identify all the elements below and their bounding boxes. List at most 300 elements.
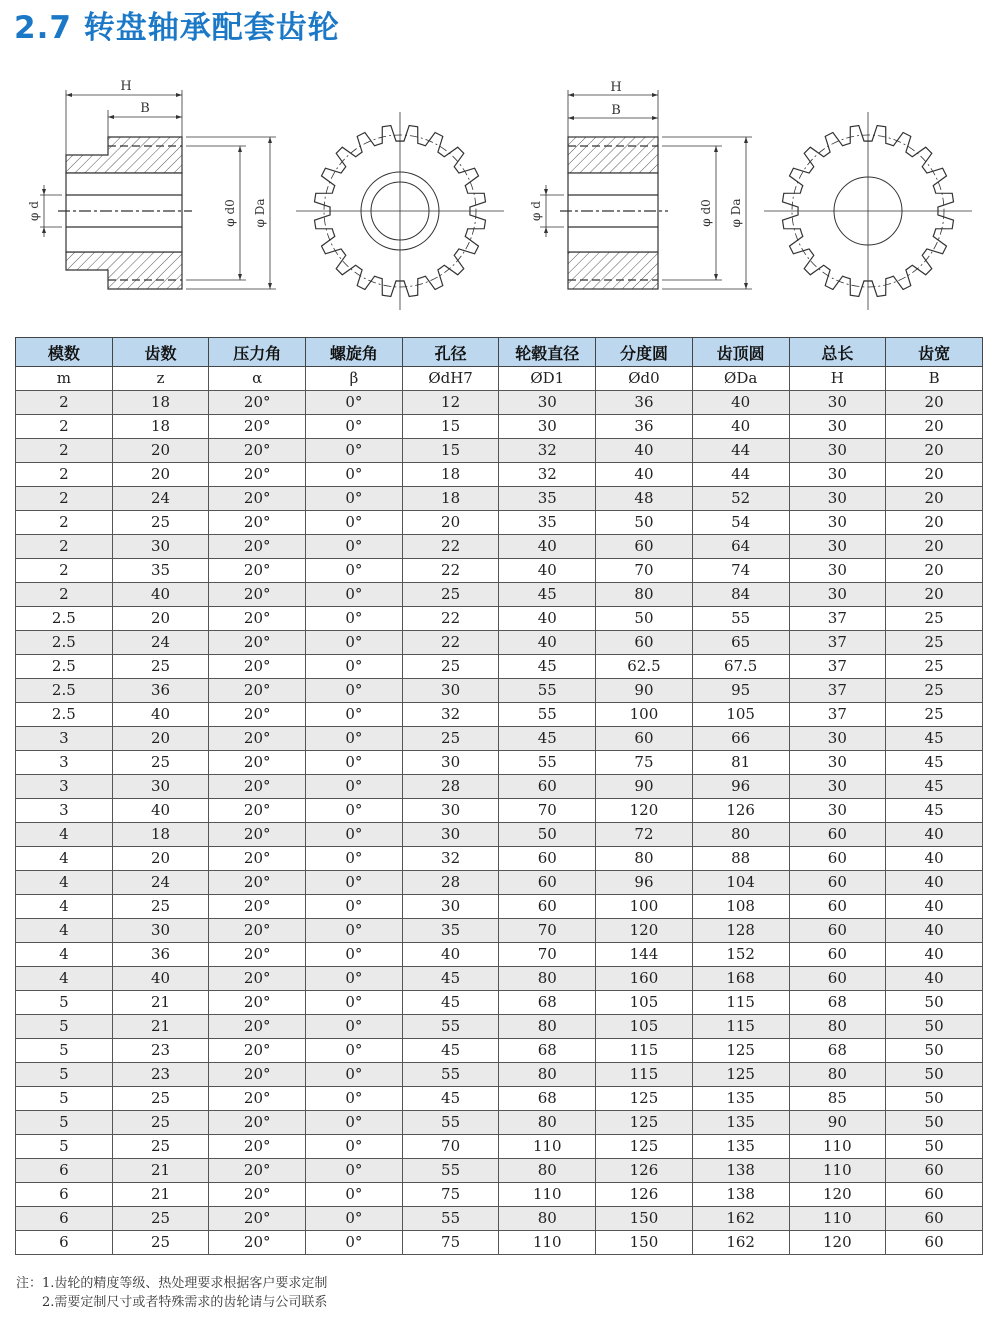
table-cell: 20°: [209, 823, 306, 847]
table-cell: 23: [112, 1063, 209, 1087]
table-cell: 40: [499, 535, 596, 559]
table-row: [16, 607, 983, 631]
table-cell: 20°: [209, 919, 306, 943]
table-cell: 20: [886, 511, 983, 535]
table-cell: 80: [596, 847, 693, 871]
table-cell: 25: [112, 511, 209, 535]
table-cell: 0°: [306, 391, 403, 415]
table-cell: 5: [16, 1063, 113, 1087]
table-cell: 125: [692, 1063, 789, 1087]
table-cell: 0°: [306, 1159, 403, 1183]
table-cell: 55: [499, 751, 596, 775]
table-cell: 25: [112, 1231, 209, 1255]
table-cell: 0°: [306, 679, 403, 703]
table-row: [16, 487, 983, 511]
table-cell: 22: [402, 535, 499, 559]
table-cell: 70: [402, 1135, 499, 1159]
table-cell: 0°: [306, 703, 403, 727]
table-cell: 18: [402, 463, 499, 487]
table-cell: 110: [789, 1159, 886, 1183]
table-cell: 37: [789, 607, 886, 631]
table-body: [16, 367, 983, 1255]
table-cell: 125: [596, 1135, 693, 1159]
table-cell: 108: [692, 895, 789, 919]
table-cell: 18: [402, 487, 499, 511]
table-cell: 0°: [306, 1111, 403, 1135]
table-cell: 0°: [306, 559, 403, 583]
table-cell: 64: [692, 535, 789, 559]
table-cell: 110: [499, 1231, 596, 1255]
table-cell: 20°: [209, 655, 306, 679]
table-cell: 0°: [306, 1015, 403, 1039]
symbol-row: [16, 367, 983, 391]
table-cell: 44: [692, 439, 789, 463]
table-cell: 0°: [306, 775, 403, 799]
column-header: 轮毂直径: [499, 338, 596, 367]
dim-label-d: φ d: [27, 201, 41, 221]
table-cell: 35: [499, 487, 596, 511]
table-cell: 20°: [209, 487, 306, 511]
table-cell: 80: [789, 1015, 886, 1039]
table-cell: 20: [886, 415, 983, 439]
table-cell: 5: [16, 1087, 113, 1111]
table-cell: 40: [112, 703, 209, 727]
table-cell: 44: [692, 463, 789, 487]
table-cell: 20°: [209, 559, 306, 583]
table-cell: 144: [596, 943, 693, 967]
table-cell: 125: [596, 1087, 693, 1111]
table-cell: 55: [402, 1015, 499, 1039]
table-cell: 0°: [306, 1039, 403, 1063]
table-cell: 52: [692, 487, 789, 511]
table-cell: 36: [596, 391, 693, 415]
table-cell: 150: [596, 1207, 693, 1231]
table-cell: 30: [789, 559, 886, 583]
table-cell: 30: [112, 919, 209, 943]
table-cell: 25: [886, 679, 983, 703]
table-cell: 2.5: [16, 655, 113, 679]
table-cell: 50: [886, 1111, 983, 1135]
table-cell: 0°: [306, 655, 403, 679]
table-cell: 40: [692, 415, 789, 439]
table-cell: 30: [789, 415, 886, 439]
table-cell: 162: [692, 1207, 789, 1231]
table-cell: 45: [402, 1039, 499, 1063]
table-cell: 68: [499, 991, 596, 1015]
table-cell: 90: [789, 1111, 886, 1135]
column-header: 螺旋角: [306, 338, 403, 367]
table-cell: 18: [112, 415, 209, 439]
table-cell: 65: [692, 631, 789, 655]
table-cell: 30: [789, 487, 886, 511]
table-cell: 80: [499, 967, 596, 991]
table-cell: 40: [112, 967, 209, 991]
table-cell: 25: [112, 895, 209, 919]
table-cell: 90: [596, 775, 693, 799]
table-cell: 60: [596, 535, 693, 559]
table-cell: 21: [112, 1015, 209, 1039]
table-cell: 60: [499, 847, 596, 871]
column-header: 齿顶圆: [692, 338, 789, 367]
table-cell: 0°: [306, 1063, 403, 1087]
table-cell: 115: [692, 991, 789, 1015]
table-cell: 70: [499, 919, 596, 943]
table-cell: 20: [112, 607, 209, 631]
table-cell: 110: [789, 1135, 886, 1159]
table-cell: 40: [886, 871, 983, 895]
table-cell: 105: [692, 703, 789, 727]
table-cell: 5: [16, 1015, 113, 1039]
table-cell: 22: [402, 559, 499, 583]
table-cell: 88: [692, 847, 789, 871]
table-cell: 120: [596, 799, 693, 823]
table-cell: 20: [886, 559, 983, 583]
table-cell: 30: [789, 799, 886, 823]
table-cell: 20°: [209, 439, 306, 463]
table-cell: 20°: [209, 895, 306, 919]
table-cell: 2.5: [16, 607, 113, 631]
table-cell: 25: [402, 655, 499, 679]
table-cell: 30: [402, 799, 499, 823]
page-title: 2.7 转盘轴承配套齿轮: [14, 10, 340, 46]
table-cell: 60: [886, 1207, 983, 1231]
table-row: [16, 655, 983, 679]
table-cell: 67.5: [692, 655, 789, 679]
table-cell: 18: [112, 823, 209, 847]
table-cell: 20°: [209, 415, 306, 439]
table-cell: 45: [402, 967, 499, 991]
table-cell: 60: [886, 1159, 983, 1183]
table-cell: 20°: [209, 535, 306, 559]
table-cell: 4: [16, 847, 113, 871]
table-cell: 25: [886, 703, 983, 727]
table-cell: 20°: [209, 991, 306, 1015]
table-cell: 115: [596, 1039, 693, 1063]
table-cell: 0°: [306, 607, 403, 631]
table-cell: 30: [789, 391, 886, 415]
table-cell: 128: [692, 919, 789, 943]
table-cell: 23: [112, 1039, 209, 1063]
table-cell: 25: [402, 583, 499, 607]
table-cell: 60: [886, 1231, 983, 1255]
table-cell: 18: [112, 391, 209, 415]
table-cell: 40: [886, 967, 983, 991]
table-cell: 20°: [209, 1063, 306, 1087]
table-cell: 135: [692, 1111, 789, 1135]
table-cell: 30: [402, 823, 499, 847]
table-cell: 68: [499, 1087, 596, 1111]
table-row: [16, 895, 983, 919]
table-cell: 2.5: [16, 703, 113, 727]
table-cell: 110: [499, 1183, 596, 1207]
table-cell: 50: [886, 991, 983, 1015]
table-cell: 6: [16, 1159, 113, 1183]
table-cell: 4: [16, 967, 113, 991]
table-cell: 6: [16, 1231, 113, 1255]
table-cell: 25: [886, 631, 983, 655]
table-row: [16, 991, 983, 1015]
table-cell: 25: [112, 1087, 209, 1111]
table-cell: 66: [692, 727, 789, 751]
table-cell: 2: [16, 463, 113, 487]
table-cell: 0°: [306, 847, 403, 871]
table-cell: 37: [789, 631, 886, 655]
table-cell: 40: [499, 559, 596, 583]
table-cell: 20°: [209, 775, 306, 799]
table-cell: 45: [886, 775, 983, 799]
table-cell: 32: [499, 463, 596, 487]
table-cell: 4: [16, 871, 113, 895]
table-cell: 36: [596, 415, 693, 439]
table-cell: 35: [402, 919, 499, 943]
table-cell: 0°: [306, 967, 403, 991]
table-cell: 20°: [209, 463, 306, 487]
table-cell: 24: [112, 487, 209, 511]
table-cell: 20: [886, 391, 983, 415]
table-cell: 3: [16, 799, 113, 823]
table-cell: 30: [789, 439, 886, 463]
table-cell: 5: [16, 1135, 113, 1159]
table-cell: 90: [596, 679, 693, 703]
table-cell: 20: [886, 463, 983, 487]
table-cell: 20°: [209, 703, 306, 727]
table-row: [16, 727, 983, 751]
table-cell: 50: [886, 1039, 983, 1063]
table-cell: 20°: [209, 1111, 306, 1135]
table-cell: 75: [596, 751, 693, 775]
table-cell: 37: [789, 679, 886, 703]
table-cell: 105: [596, 1015, 693, 1039]
table-row: [16, 775, 983, 799]
table-row: [16, 559, 983, 583]
table-row: [16, 415, 983, 439]
table-cell: 45: [402, 1087, 499, 1111]
table-cell: 60: [499, 775, 596, 799]
table-cell: 25: [402, 727, 499, 751]
table-cell: 126: [596, 1159, 693, 1183]
table-cell: 2: [16, 559, 113, 583]
table-cell: 60: [596, 727, 693, 751]
table-row: [16, 871, 983, 895]
table-cell: 0°: [306, 511, 403, 535]
table-cell: 3: [16, 751, 113, 775]
table-cell: 85: [789, 1087, 886, 1111]
table-cell: 135: [692, 1087, 789, 1111]
table-row: [16, 679, 983, 703]
table-cell: 20: [112, 727, 209, 751]
table-cell: 50: [596, 607, 693, 631]
table-cell: 25: [112, 655, 209, 679]
table-cell: 126: [596, 1183, 693, 1207]
table-cell: 20: [886, 583, 983, 607]
table-cell: 40: [692, 391, 789, 415]
table-row: [16, 1063, 983, 1087]
table-cell: 100: [596, 895, 693, 919]
table-cell: 20°: [209, 1207, 306, 1231]
table-cell: 2: [16, 487, 113, 511]
table-cell: 20°: [209, 679, 306, 703]
table-row: [16, 391, 983, 415]
table-cell: 70: [499, 943, 596, 967]
table-cell: 4: [16, 823, 113, 847]
symbol-cell: α: [209, 367, 306, 391]
dim-label-Da: φ Da: [729, 198, 743, 228]
table-row: [16, 919, 983, 943]
table-row: [16, 799, 983, 823]
table-cell: 0°: [306, 631, 403, 655]
table-cell: 30: [789, 727, 886, 751]
table-cell: 60: [596, 631, 693, 655]
table-cell: 60: [789, 871, 886, 895]
table-cell: 32: [402, 703, 499, 727]
table-row: [16, 1159, 983, 1183]
table-cell: 50: [499, 823, 596, 847]
table-cell: 40: [886, 895, 983, 919]
table-cell: 0°: [306, 895, 403, 919]
table-cell: 0°: [306, 751, 403, 775]
table-row: [16, 1087, 983, 1111]
table-cell: 60: [789, 943, 886, 967]
table-cell: 30: [499, 415, 596, 439]
table-cell: 30: [789, 511, 886, 535]
table-cell: 0°: [306, 463, 403, 487]
table-cell: 74: [692, 559, 789, 583]
table-cell: 55: [402, 1111, 499, 1135]
table-cell: 0°: [306, 535, 403, 559]
table-cell: 60: [789, 895, 886, 919]
symbol-cell: β: [306, 367, 403, 391]
symbol-cell: z: [112, 367, 209, 391]
table-cell: 50: [886, 1087, 983, 1111]
table-cell: 20°: [209, 1039, 306, 1063]
table-cell: 30: [789, 751, 886, 775]
table-row: [16, 967, 983, 991]
gear-spec-table: [15, 337, 983, 1255]
table-cell: 60: [789, 919, 886, 943]
table-cell: 35: [112, 559, 209, 583]
table-cell: 84: [692, 583, 789, 607]
plain-gear-section-view: [540, 90, 752, 289]
table-cell: 40: [499, 607, 596, 631]
table-cell: 2: [16, 535, 113, 559]
table-cell: 68: [499, 1039, 596, 1063]
dim-label-H: H: [610, 80, 622, 95]
table-cell: 24: [112, 631, 209, 655]
table-cell: 21: [112, 1183, 209, 1207]
table-cell: 20: [112, 847, 209, 871]
table-cell: 40: [886, 919, 983, 943]
column-header: 孔径: [402, 338, 499, 367]
table-cell: 30: [402, 679, 499, 703]
table-cell: 60: [499, 871, 596, 895]
table-cell: 80: [499, 1159, 596, 1183]
table-cell: 0°: [306, 1087, 403, 1111]
table-cell: 20: [886, 439, 983, 463]
table-cell: 20°: [209, 607, 306, 631]
table-cell: 21: [112, 1159, 209, 1183]
table-cell: 81: [692, 751, 789, 775]
table-cell: 20°: [209, 583, 306, 607]
table-cell: 50: [886, 1015, 983, 1039]
table-cell: 25: [112, 1207, 209, 1231]
table-cell: 68: [789, 991, 886, 1015]
table-cell: 40: [112, 799, 209, 823]
table-row: [16, 1231, 983, 1255]
table-cell: 80: [499, 1063, 596, 1087]
table-cell: 28: [402, 775, 499, 799]
table-row: [16, 751, 983, 775]
table-cell: 135: [692, 1135, 789, 1159]
table-cell: 45: [886, 727, 983, 751]
table-cell: 5: [16, 1111, 113, 1135]
table-cell: 37: [789, 703, 886, 727]
table-cell: 20: [112, 463, 209, 487]
table-cell: 160: [596, 967, 693, 991]
table-cell: 48: [596, 487, 693, 511]
table-cell: 30: [789, 583, 886, 607]
table-row: [16, 703, 983, 727]
table-cell: 45: [499, 727, 596, 751]
table-cell: 95: [692, 679, 789, 703]
table-cell: 20°: [209, 847, 306, 871]
table-cell: 30: [112, 775, 209, 799]
table-row: [16, 511, 983, 535]
table-cell: 162: [692, 1231, 789, 1255]
table-header-row: [16, 338, 983, 367]
table-cell: 20°: [209, 1231, 306, 1255]
symbol-cell: ØDa: [692, 367, 789, 391]
notes-prefix: 注：: [16, 1276, 43, 1291]
dim-label-d0: φ d0: [223, 199, 237, 227]
table-cell: 20: [886, 535, 983, 559]
table-cell: 40: [886, 847, 983, 871]
table-cell: 0°: [306, 799, 403, 823]
table-cell: 20: [886, 487, 983, 511]
table-cell: 5: [16, 1039, 113, 1063]
table-cell: 20°: [209, 1159, 306, 1183]
table-cell: 125: [596, 1111, 693, 1135]
table-row: [16, 1111, 983, 1135]
table-cell: 30: [789, 535, 886, 559]
table-cell: 80: [596, 583, 693, 607]
table-cell: 152: [692, 943, 789, 967]
table-row: [16, 943, 983, 967]
table-cell: 0°: [306, 991, 403, 1015]
table-cell: 168: [692, 967, 789, 991]
table-cell: 55: [402, 1063, 499, 1087]
dim-label-H: H: [120, 79, 132, 94]
symbol-cell: m: [16, 367, 113, 391]
table-cell: 55: [402, 1159, 499, 1183]
table-cell: 40: [402, 943, 499, 967]
table-cell: 0°: [306, 1231, 403, 1255]
table-cell: 20°: [209, 1135, 306, 1159]
table-cell: 80: [789, 1063, 886, 1087]
table-cell: 72: [596, 823, 693, 847]
dim-label-d0: φ d0: [699, 199, 713, 227]
table-row: [16, 1015, 983, 1039]
table-cell: 80: [499, 1207, 596, 1231]
table-cell: 22: [402, 607, 499, 631]
table-cell: 104: [692, 871, 789, 895]
table-cell: 2: [16, 415, 113, 439]
note-line-2: 2.需要定制尺寸或者特殊需求的齿轮请与公司联系: [42, 1295, 328, 1310]
table-cell: 30: [789, 463, 886, 487]
table-cell: 0°: [306, 1207, 403, 1231]
table-row: [16, 535, 983, 559]
table-cell: 25: [112, 1135, 209, 1159]
table-cell: 0°: [306, 487, 403, 511]
